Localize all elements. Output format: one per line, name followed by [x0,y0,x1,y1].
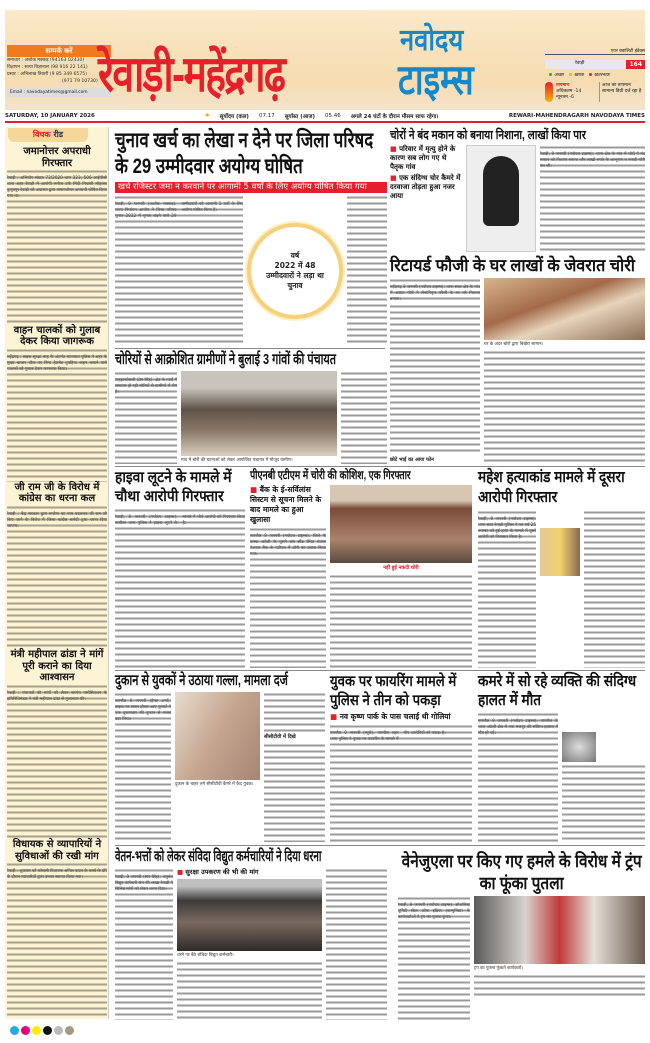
thieves-headline: चोरों ने बंद मकान को बनाया निशाना, लाखों किया पार [390,128,586,142]
shop-right [264,692,325,842]
aqi-heading: एयर क्वालिटी इंडेक्स [545,48,645,55]
callout-line: वर्ष [290,250,300,260]
date-bar [5,111,645,123]
retired-body-fill [390,304,480,455]
accused-photo [540,528,580,576]
cctv-photo [175,692,260,780]
thieves-body: रेवाड़ी, 9 जनवरी (नवोदय टाइम्स): थाना क्षेत्र के गांव में चोरों ने बंद मकान को निशाना बनाया और लाखों रुपये के आभूषण व नकदी चोरी कर ली। [540,145,645,252]
venezuela-row [398,896,645,1020]
venezuela-body: रेवाड़ी, 9 जनवरी (नवोदय टाइम्स): सोशलिस्ट यूनिटी सेंटर ऑफ इंडिया (कम्युनिस्ट) के कार्यकर्ताओं ने ट्रंप का पुतला फूंका। [398,896,470,1020]
lead-article [115,128,387,346]
bullet-point: ■ परिवार में मृत्यु होने के कारण सब लोग गए थे पैतृक गांव [390,145,462,172]
lead-row [115,195,387,346]
pnb-subhead: नहीं हुई नकदी चोरी [383,565,419,571]
effigy-photo [474,896,645,964]
retired-article [390,256,645,464]
salary-headline: वेतन-भत्तों को लेकर संविदा विद्युत कर्मचारियों ने दिया धरना [115,848,322,865]
callout-line: उम्मीदवारों ने लड़ा था [266,270,324,280]
contact-line: समाचार : अशोक मक्कड़ (94163 02430) [7,58,85,63]
kicker-b: रीड [53,130,64,139]
contact-email: Email : navodayatimes@gmail.com [7,88,111,97]
retired-headline: रिटायर्ड फौजी के घर लाखों के जेवरात चोरी [390,256,635,275]
legend-danger: खतरनाक [594,73,610,78]
mahesh-body: रेवाड़ी, 9 जनवरी (नवोदय टाइम्स): थाना सदर रेवाड़ी पुलिस ने गत वर्ष 25 नवम्बर को हुई हत्या के मामले में दूसरे आरोपी को गिरफ्तार किया है। [478,510,536,668]
aqi-row [545,60,645,69]
sunrise-time: 07.17 [258,113,275,119]
firing-headline: युवक पर फायरिंग मामले में पुलिस ने तीन को पकड़ा [330,673,457,709]
color-registration-marks [10,1026,74,1035]
contact-header: सम्पर्क करें [7,45,111,57]
temp-note: आज का तापमान सामान्य डिग्री दर्ज रहा है [599,82,644,102]
temp-label: तापमान [556,83,569,88]
sun-icon: ✹ [205,113,210,119]
pnb-body-cont [330,574,472,668]
legend-good: अच्छा [554,73,564,78]
room-right [562,712,645,842]
room-body-cont [562,764,645,842]
mahesh-headline: महेश हत्याकांड मामले में दूसरा आरोपी गिरफ्तार [478,469,625,506]
room-article [478,672,645,842]
left-body: रेवाड़ी : केंद्र सरकार द्वारा मनरेगा का नाम बदलकर जी राम जी किए जाने के विरोध में जिला कांग्रेस कमेटी द्वारा धरना दिया जाएगा। [7,505,107,650]
left-articles [7,146,107,1018]
thermometer-icon [545,82,553,102]
mahesh-article [478,468,645,668]
salary-caption: धरने पर बैठे संविदा विद्युत कर्मचारी। [177,953,234,958]
shop-headline: दुकान से युवकों ने उठाया गल्ला, मामला दर्ज [115,672,288,689]
temperature [545,82,645,102]
sunset-label: सूर्यास्त (आज) [284,114,315,120]
protest-photo [177,879,322,951]
divider [115,466,645,467]
thief-illustration [466,145,536,252]
retired-right [484,278,645,464]
panchayat-body: नाहड़/कोसली (प्रेम सिंह): क्षेत्र के गांवों में लगातार हो रही चोरियों से ग्रामीणों में रोष है। [115,371,177,464]
kicker-a: विचक [32,130,51,139]
atm-photo [330,485,472,563]
contact-line: विज्ञापन : सत्या विज्ञानाल (98 916 22 141) [7,65,88,70]
temp-min: न्यूनतम -6 [556,95,574,100]
lead-strip: खर्च रजिस्टर जमा न करवाने पर आगामी 5 वर्षों के लिए अयोग्य घोषित किया गया [115,182,387,193]
mahesh-body-cont [584,510,645,668]
firing-body: नारनौल 9 जनवरी (ब्यूरो): नारनौल शहर थाना पुलिस ने युवक पर फायरिंग के मामले में तीन आरोपियों को पकड़ा है। [330,724,472,842]
bullet-point: ■ एक संदिग्ध चोर कैमरे में दरवाजा तोड़ता हुआ नजर आया [390,174,462,201]
salary-mid [177,868,322,1020]
left-headline: विधायक से व्यापारियों ने सुविधाओं की रखी मांग [12,839,102,862]
salary-body-cont [177,961,322,1020]
mahesh-row [478,510,645,668]
pnb-headline: पीएनबी एटीएम में चोरी की कोशिश, एक गिरफ्तार [250,468,411,482]
panchayat-caption: गांव में चोरी की घटनाओं को लेकर आयोजित पंचायत में मौजूद ग्रामीण। [181,458,293,463]
left-headline: वाहन चालकों को गुलाब देकर किया जागरूक [13,324,101,347]
lead-body: रेवाड़ी, 9 जनवरी (अशोक मक्कड़): राज्य निर्वाचन आयोग ने जिला परिषद चुनाव 2022 में चुनाव लड़ने वाले 29 उम्मीदवारों को आगामी 5 वर्षों के लिए अयोग्य घोषित किया है। [115,195,243,346]
retired-left [390,278,480,464]
title-brand-top: नवोदय [400,23,464,58]
venezuela-caption: ट्रंप का पुतला फूंकते कार्यकर्ता। [474,966,523,971]
left-headline: मंत्री महीपाल ढांडा ने मांगें पूरी कराने का दिया आश्वासन [10,649,104,684]
pnb-bullet: ■ बैंक के ई-सर्विलांस सिस्टम से सूचना मिलने के बाद मामले का हुआ खुलासा [250,485,326,525]
salary-body-cont2 [326,868,387,1020]
date: SATURDAY, 10 JANUARY 2026 [5,113,95,119]
contact-line: प्रसार : अभिलाख तिवारी (9 85 349 6575) [7,72,87,77]
panchayat-photo-col [181,371,337,464]
room-body: नारनौल 9 जनवरी (नवोदय टाइम्स): नारनौल के थाना अटेली क्षेत्र में एक मजदूर की संदिग्ध हालात में मौत हो गई। [478,712,558,842]
divider [115,845,645,846]
panchayat-photo [181,371,337,456]
title-region: रेवाड़ी-महेंद्रगढ़ [98,46,285,102]
highway-headline: हाइवा लूटने के मामले में चौथा आरोपी गिरफ्तार [115,469,232,505]
aqi-city: रेवाड़ी [575,61,585,66]
panchayat-article [115,351,387,464]
lead-headline: चुनाव खर्च का लेखा न देने पर जिला परिषद के 29 उम्मीदवार अयोग्य घोषित [115,129,374,178]
highway-body: रेवाड़ी, 9 जनवरी (नवोदय टाइम्स): कसौला थाना पुलिस ने हाइवा लूटने के मामले में चौथे आरोपी को गिरफ्तार किया है। [115,508,245,668]
room-row [478,712,645,842]
venezuela-article [398,850,645,1020]
retired-body: महेंद्रगढ़ 9 जनवरी (नवोदय टाइम्स): थाना सदर क्षेत्र के गांव में अज्ञात चोरों ने सेवानिवृत्त फौजी के घर को निशाना बनाया। [390,278,480,302]
lead-callout [247,223,343,319]
sunrise-label: सूर्योदय (कल) [219,114,249,120]
pnb-left [250,485,326,668]
shop-subhead: सीसीटीवी में दिखे [264,734,296,740]
section-kicker [8,128,88,142]
firing-bullet: ■ नव कृष्ण पार्क के पास चलाई थी गोलियां [330,712,472,722]
temp-max: अधिकतम -14 [556,89,582,94]
pnb-row [250,485,472,668]
shop-article [115,672,325,842]
left-body: रेवाड़ी : पंचायतों की मांगों को लेकर सरपंच एसोसिएशन के प्रतिनिधिमंडल ने मंत्री महीपाल ढांडा से मुलाकात की। [7,684,107,840]
left-headline: जी राम जी के विरोध में कांग्रेस का धरना कल [14,481,100,505]
firing-article [330,672,472,842]
pnb-body: नारनौल 9 जनवरी (नवोदय टाइम्स): जिले के कस्बा अटेली के पुराने बस स्टैंड स्थित पंजाब नेशनल बैंक के एटीएम में चोरी का प्रयास किया गया। [250,527,326,668]
contact-box [7,45,111,97]
venezuela-right [474,896,645,1020]
thieves-article [390,128,645,252]
room-headline: कमरे में सो रहे व्यक्ति की संदिग्ध हालत में मौत [478,673,637,709]
thieves-bullets [390,145,462,252]
sunset-time: 05.46 [324,113,341,119]
salary-row [115,868,387,1020]
venezuela-body-cont [474,974,645,998]
thieves-row [390,145,645,252]
left-body: रेवाड़ी : अभियोग संख्या 73/2020 धारा 323, 506 आईपीसी थाना शहर रेवाड़ी में आरोपी मनोज उर्फ मिंदी निवासी मोहल्ला कुतुबपुर रेवाड़ी को अदालत द्वारा जमानतोत्तर अपराधी घोषित किया गया था। [7,169,107,325]
shop-body: नारनौल 9 जनवरी (हेमंत शर्मा): बाइक पर सवार होकर आए युवकों ने एक दुकानदार की दुकान से गल्ला उठा लिया। [115,692,171,842]
legend-bad: खराब [574,73,584,78]
retired-body-cont [484,350,645,464]
callout-line: 2022 में 48 [274,260,316,270]
retired-subhead: छोटे भाई का आया फोन [390,457,434,463]
salary-body: रेवाड़ी, 9 जनवरी (संत सिंह): अनुबंध विद्युत कर्मचारी संघ की शाखा रेवाड़ी ने विभिन्न मांगों को लेकर धरना दिया। [115,868,173,1020]
callout-line: चुनाव [287,280,303,290]
highway-article [115,468,245,668]
panchayat-body-cont [341,371,387,464]
aqi-legend [545,72,645,78]
left-headline: जमानोत्तर अपराधी गिरफ्तार [23,146,91,169]
salary-bullet: ■ सुरक्षा उपकरण की भी की मांग [177,868,322,877]
retired-photo [484,278,645,340]
shop-body-cont2 [264,743,325,842]
aqi-value: 164 [626,60,645,69]
shop-row [115,692,325,842]
venezuela-headline: वेनेजुएला पर किए गए हमले के विरोध में ट्रंप का फूंका पुतला [401,851,642,893]
left-body: रेवाड़ी : शुक्रवार को कोसली विधायक अनिल यादव के कस्बे के दौरे के दौरान व्यापारियों द्वारा उनका स्वागत किया गया। [7,862,107,1018]
retired-row [390,278,645,464]
divider [115,670,645,671]
paper-name: REWARI-MAHENDRAGARH NAVODAYA TIMES [508,113,645,119]
divider [115,348,385,349]
pnb-right [330,485,472,668]
forecast: अगले 24 घंटों के दौरान मौसम साफ रहेगा। [350,114,439,120]
panchayat-headline: चोरियों से आक्रोशित ग्रामीणों ने बुलाई 3 गांवों की पंचायत [115,351,337,368]
lead-body-cont [347,195,387,346]
contact-line: (971 79 10730) [62,79,98,84]
shop-photo-col [175,692,260,842]
left-body: महेंद्रगढ़ : सड़क सुरक्षा माह के अंतर्गत यातायात पुलिस ने शहर के मुख्य बाजार चौक पर बिना हेलमेट दुपहिया वाहन चलाने वाले चालकों को गुलाब देकर जागरूक किया। [7,348,107,482]
shop-caption: दुकान के बाहर लगे सीसीटीवी कैमरे में कैद युवक। [175,782,254,787]
shop-body-cont [264,692,325,732]
weather-box [545,48,645,102]
room-photo [562,732,596,762]
salary-article [115,848,387,1020]
title-brand-bottom: टाइम्स [398,55,474,104]
pnb-article [250,468,472,668]
retired-caption: घर के अंदर चोरों द्वारा बिखेरा सामान। [484,342,544,347]
panchayat-row [115,371,387,464]
